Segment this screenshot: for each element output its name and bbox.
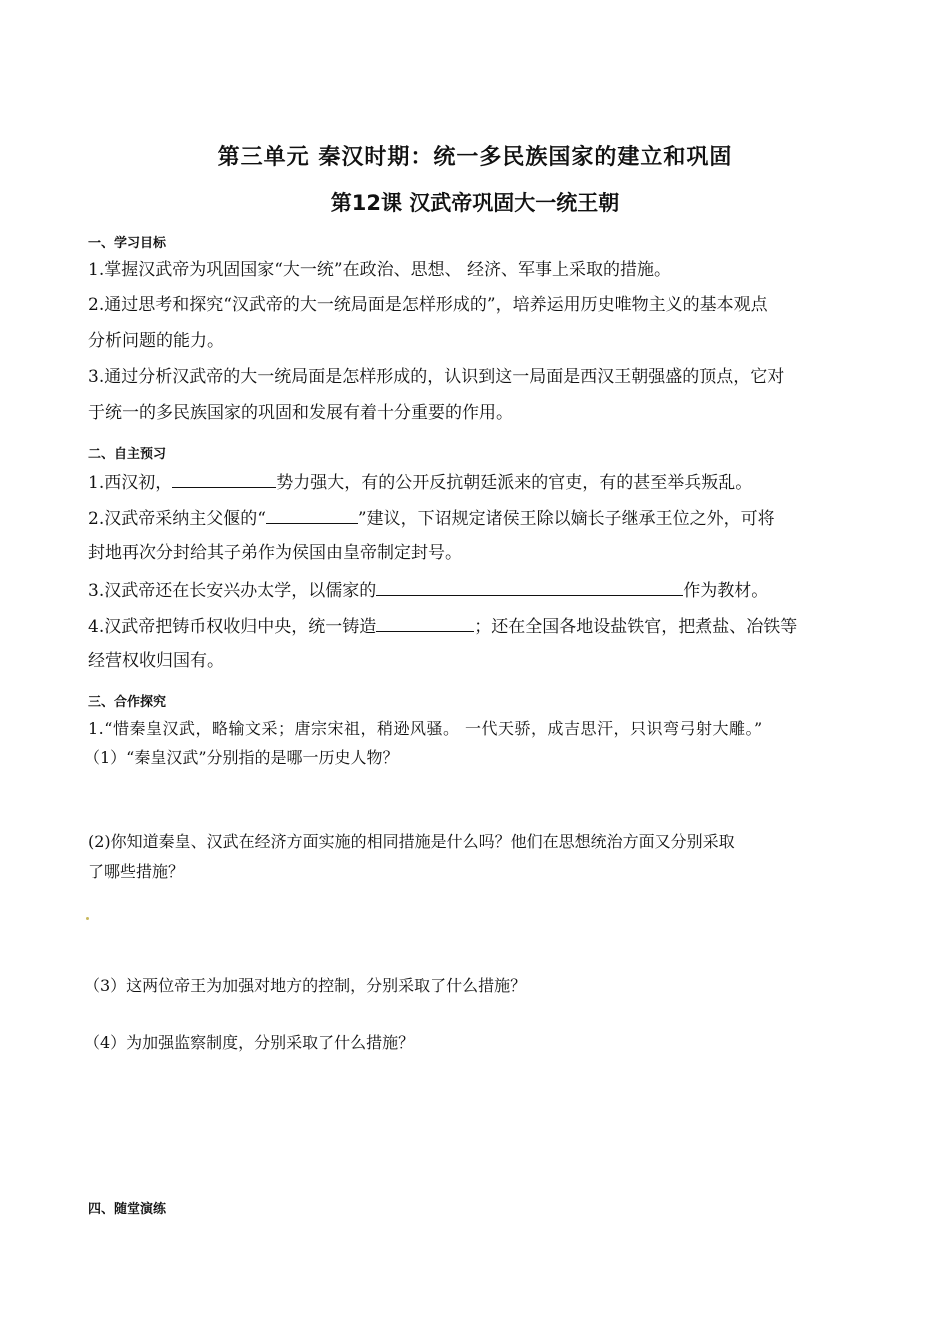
- q1-prefix: 1.西汉初，: [88, 473, 173, 493]
- unit-title: 第三单元 秦汉时期：统一多民族国家的建立和巩固: [217, 145, 733, 170]
- q3-suffix: 作为教材。: [683, 581, 769, 601]
- q1-suffix: 势力强大，有的公开反抗朝廷派来的官吏，有的甚至举兵叛乱。: [276, 473, 753, 493]
- preview-question-3: [88, 579, 768, 601]
- stray-mark: [86, 917, 89, 920]
- q2-blank[interactable]: [266, 507, 358, 524]
- q4-suffix: ；还在全国各地设盐铁官，把煮盐、冶铁等: [474, 617, 798, 637]
- objective-line-3: 分析问题的能力。: [88, 331, 224, 351]
- sub-question-2-line1: (2)你知道秦皇、汉武在经济方面实施的相同措施是什么吗？他们在思想统治方面又分别采取: [88, 832, 735, 851]
- lesson-title: 第12课 汉武帝巩固大一统王朝: [330, 191, 620, 215]
- preview-question-2-cont: 封地再次分封给其子弟作为侯国由皇帝制定封号。: [88, 543, 462, 563]
- section-heading-objectives: 一、学习目标: [88, 236, 167, 251]
- q3-blank[interactable]: [376, 579, 683, 596]
- q2-suffix: ”建议，下诏规定诸侯王除以嫡长子继承王位之外，可将: [357, 509, 775, 529]
- objective-line-2: 2.通过思考和探究“汉武帝的大一统局面是怎样形成的”，培养运用历史唯物主义的基本观点: [88, 295, 768, 315]
- objective-line-1: 1.掌握汉武帝为巩固国家“大一统”在政治、思想、 经济、军事上采取的措施。: [88, 260, 672, 280]
- preview-question-4: [88, 615, 797, 637]
- section-heading-preview: 二、自主预习: [88, 447, 167, 462]
- objective-line-5: 于统一的多民族国家的巩固和发展有着十分重要的作用。: [88, 403, 513, 423]
- q1-blank[interactable]: [172, 471, 276, 488]
- sub-question-4: （4）为加强监察制度，分别采取了什么措施？: [84, 1033, 415, 1052]
- section-heading-explore: 三、合作探究: [88, 695, 167, 710]
- preview-question-1: [88, 471, 752, 493]
- preview-question-4-cont: 经营权收归国有。: [88, 651, 224, 671]
- preview-question-2: [88, 507, 775, 529]
- q3-prefix: 3.汉武帝还在长安兴办太学，以儒家的: [88, 581, 377, 601]
- sub-question-2-line2: 了哪些措施？: [88, 862, 185, 881]
- section-heading-practice: 四、随堂演练: [88, 1202, 167, 1217]
- sub-question-1: （1）“秦皇汉武”分别指的是哪一历史人物？: [84, 748, 399, 767]
- q4-prefix: 4.汉武帝把铸币权收归中央，统一铸造: [88, 617, 377, 637]
- q2-prefix: 2.汉武帝采纳主父偃的“: [88, 509, 266, 529]
- sub-question-3: （3）这两位帝王为加强对地方的控制，分别采取了什么措施？: [84, 976, 527, 995]
- poem-quote: 1.“惜秦皇汉武，略输文采；唐宗宋祖，稍逊风骚。 一代天骄，成吉思汗，只识弯弓射大雕。”: [88, 719, 763, 738]
- q4-blank[interactable]: [376, 615, 474, 632]
- objective-line-4: 3.通过分析汉武帝的大一统局面是怎样形成的，认识到这一局面是西汉王朝强盛的顶点，它对: [88, 367, 785, 387]
